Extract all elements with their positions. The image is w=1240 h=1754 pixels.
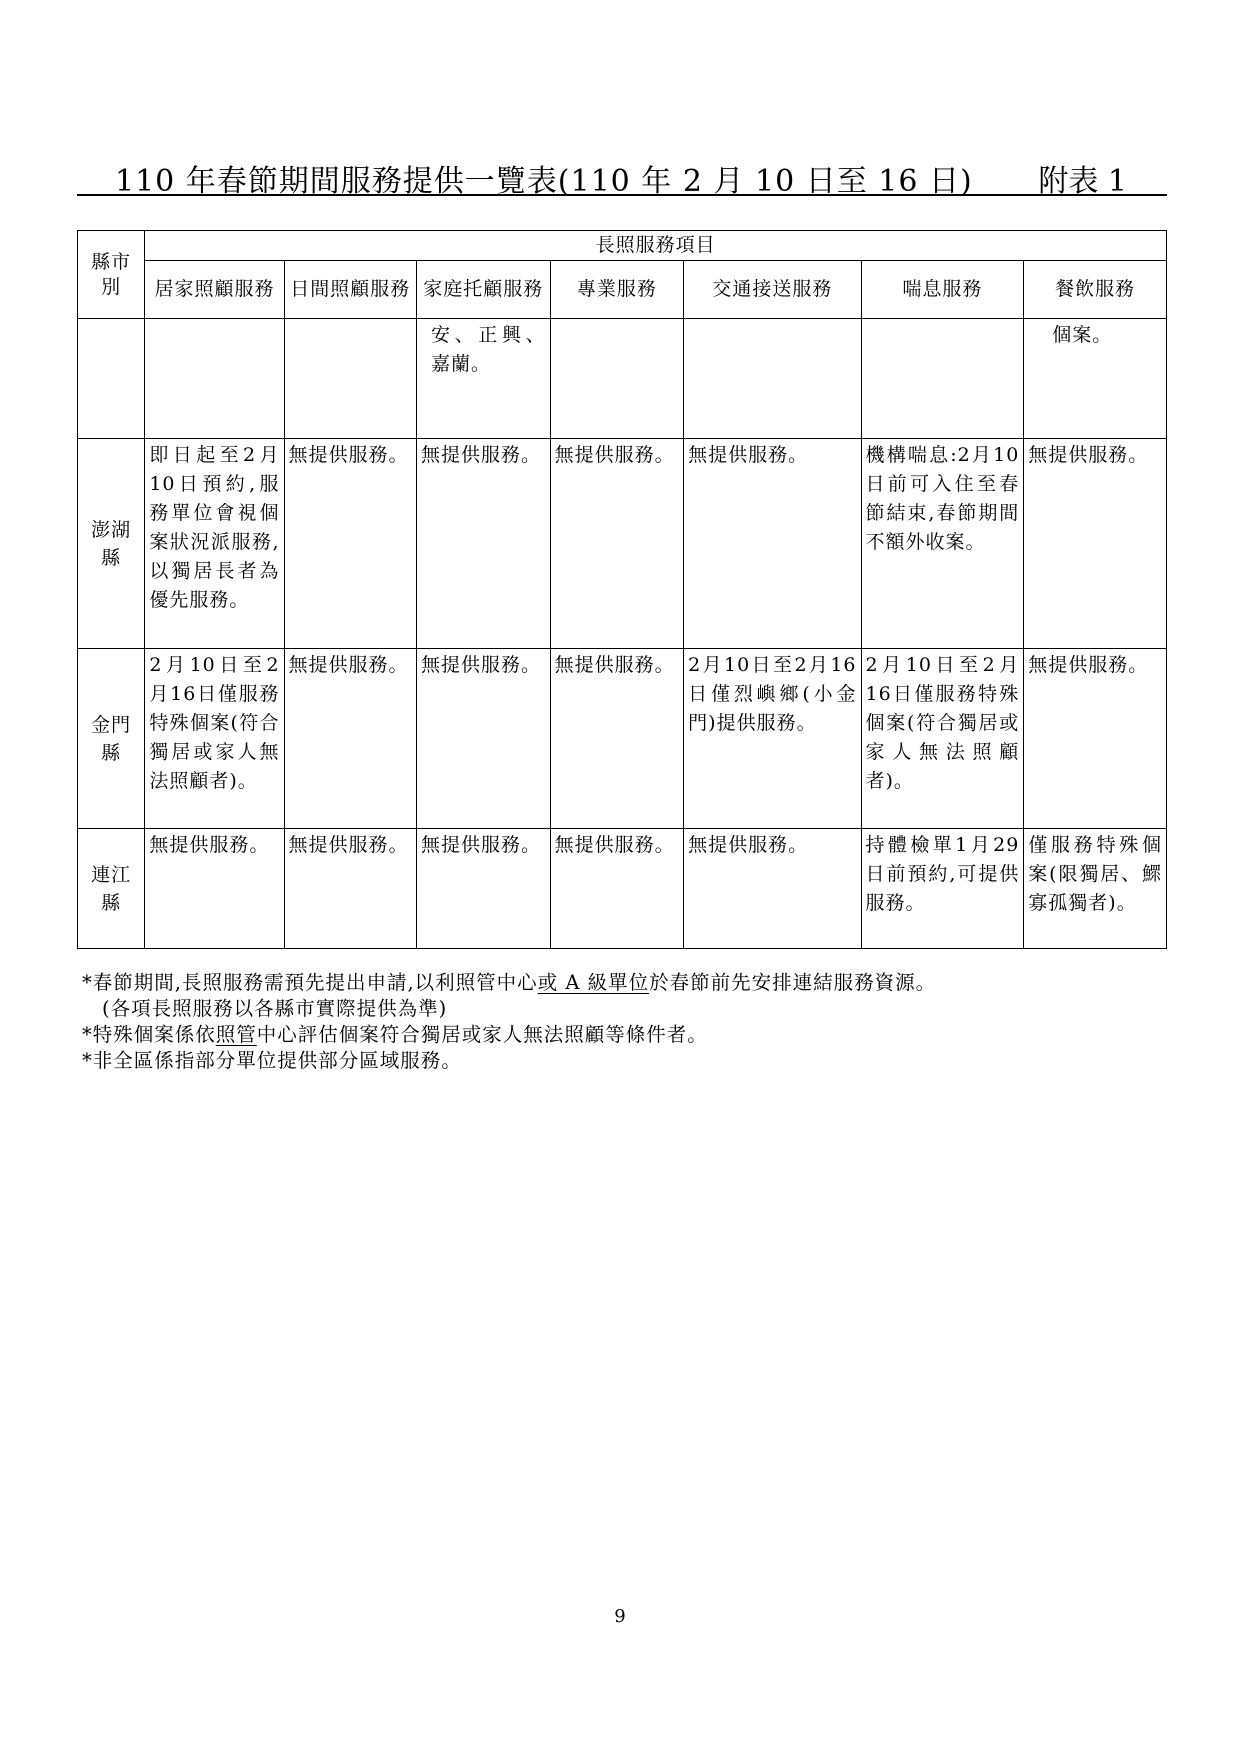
group-header: 長照服務項目: [145, 231, 1167, 261]
annex-label: 附表 1: [1038, 164, 1127, 199]
column-header: 家庭托顧服務: [417, 261, 551, 319]
footnote-text: 於春節前先安排連結服務資源。: [649, 971, 937, 994]
county-cell: 連江縣: [78, 829, 145, 949]
column-header: 交通接送服務: [684, 261, 861, 319]
footnote-text: 中心評估個案符合獨居或家人無法照顧等條件者。: [256, 1023, 708, 1046]
table-cell: 無提供服務。: [684, 439, 861, 649]
county-header: 縣市別: [78, 231, 145, 319]
table-row: [78, 319, 1167, 439]
footnote-1-continued: (各項長照服務以各縣市實際提供為準): [102, 997, 448, 1020]
table-cell: 無提供服務。: [284, 649, 416, 829]
footnotes: [82, 970, 1182, 1074]
county-cell: 澎湖縣: [78, 439, 145, 649]
table-cell: 個案。: [1024, 319, 1167, 439]
footnote-text: *特殊個案係依: [82, 1023, 216, 1046]
table-cell: 機構喘息:2月10日前可入住至春節結束,春節期間不額外收案。: [861, 439, 1024, 649]
county-cell: 金門縣: [78, 649, 145, 829]
table-cell: 無提供服務。: [417, 829, 551, 949]
table-cell: 無提供服務。: [417, 649, 551, 829]
table-cell: 2月10日至2月16日僅烈嶼鄉(小金門)提供服務。: [684, 649, 861, 829]
footnote-2: [82, 1022, 1182, 1048]
column-header: 餐飲服務: [1024, 261, 1167, 319]
table-cell: 無提供服務。: [284, 439, 416, 649]
table-cell: 僅服務特殊個案(限獨居、鰥寡孤獨者)。: [1024, 829, 1167, 949]
table-row: [78, 439, 1167, 649]
county-cell: [78, 319, 145, 439]
table-cell: 無提供服務。: [550, 649, 684, 829]
table-cell: 無提供服務。: [1024, 649, 1167, 829]
page-number: 9: [614, 1606, 626, 1627]
footnote-underlined-text: 或 A 級單位: [537, 971, 650, 994]
table-cell: 即日起至2月10日預約,服務單位會視個案狀況派服務,以獨居長者為優先服務。: [145, 439, 284, 649]
column-header: 居家照顧服務: [145, 261, 284, 319]
table-cell: [284, 319, 416, 439]
column-header: 喘息服務: [861, 261, 1024, 319]
table-row: [78, 649, 1167, 829]
table-cell: 無提供服務。: [550, 829, 684, 949]
column-header: 日間照顧服務: [284, 261, 416, 319]
table-cell: 無提供服務。: [284, 829, 416, 949]
table-cell: 無提供服務。: [1024, 439, 1167, 649]
title-bar: [77, 148, 1167, 199]
table-cell: 無提供服務。: [550, 439, 684, 649]
footnote-text: *春節期間,長照服務需預先提出申請,以利照管中心: [82, 971, 538, 994]
table-cell: 安、正興、嘉蘭。: [417, 319, 551, 439]
footnote-1: [82, 970, 1182, 996]
table-cell: [145, 319, 284, 439]
table-cell: 無提供服務。: [417, 439, 551, 649]
footnote-3: *非全區係指部分單位提供部分區域服務。: [82, 1049, 462, 1072]
table-cell: 持體檢單1月29日前預約,可提供服務。: [861, 829, 1024, 949]
table-cell: [684, 319, 861, 439]
service-table: [77, 230, 1167, 949]
table-cell: 2月10日至2月16日僅服務特殊個案(符合獨居或家人無法照顧者)。: [861, 649, 1024, 829]
table-row: [78, 829, 1167, 949]
page-title: 110 年春節期間服務提供一覽表(110 年 2 月 10 日至 16 日): [115, 164, 973, 199]
table-cell: 無提供服務。: [145, 829, 284, 949]
table-cell: [861, 319, 1024, 439]
table-cell: 無提供服務。: [684, 829, 861, 949]
table-cell: 2月10日至2月16日僅服務特殊個案(符合獨居或家人無法照顧者)。: [145, 649, 284, 829]
table-cell: [550, 319, 684, 439]
footnote-underlined-text: 照管: [215, 1023, 257, 1046]
column-header: 專業服務: [550, 261, 684, 319]
